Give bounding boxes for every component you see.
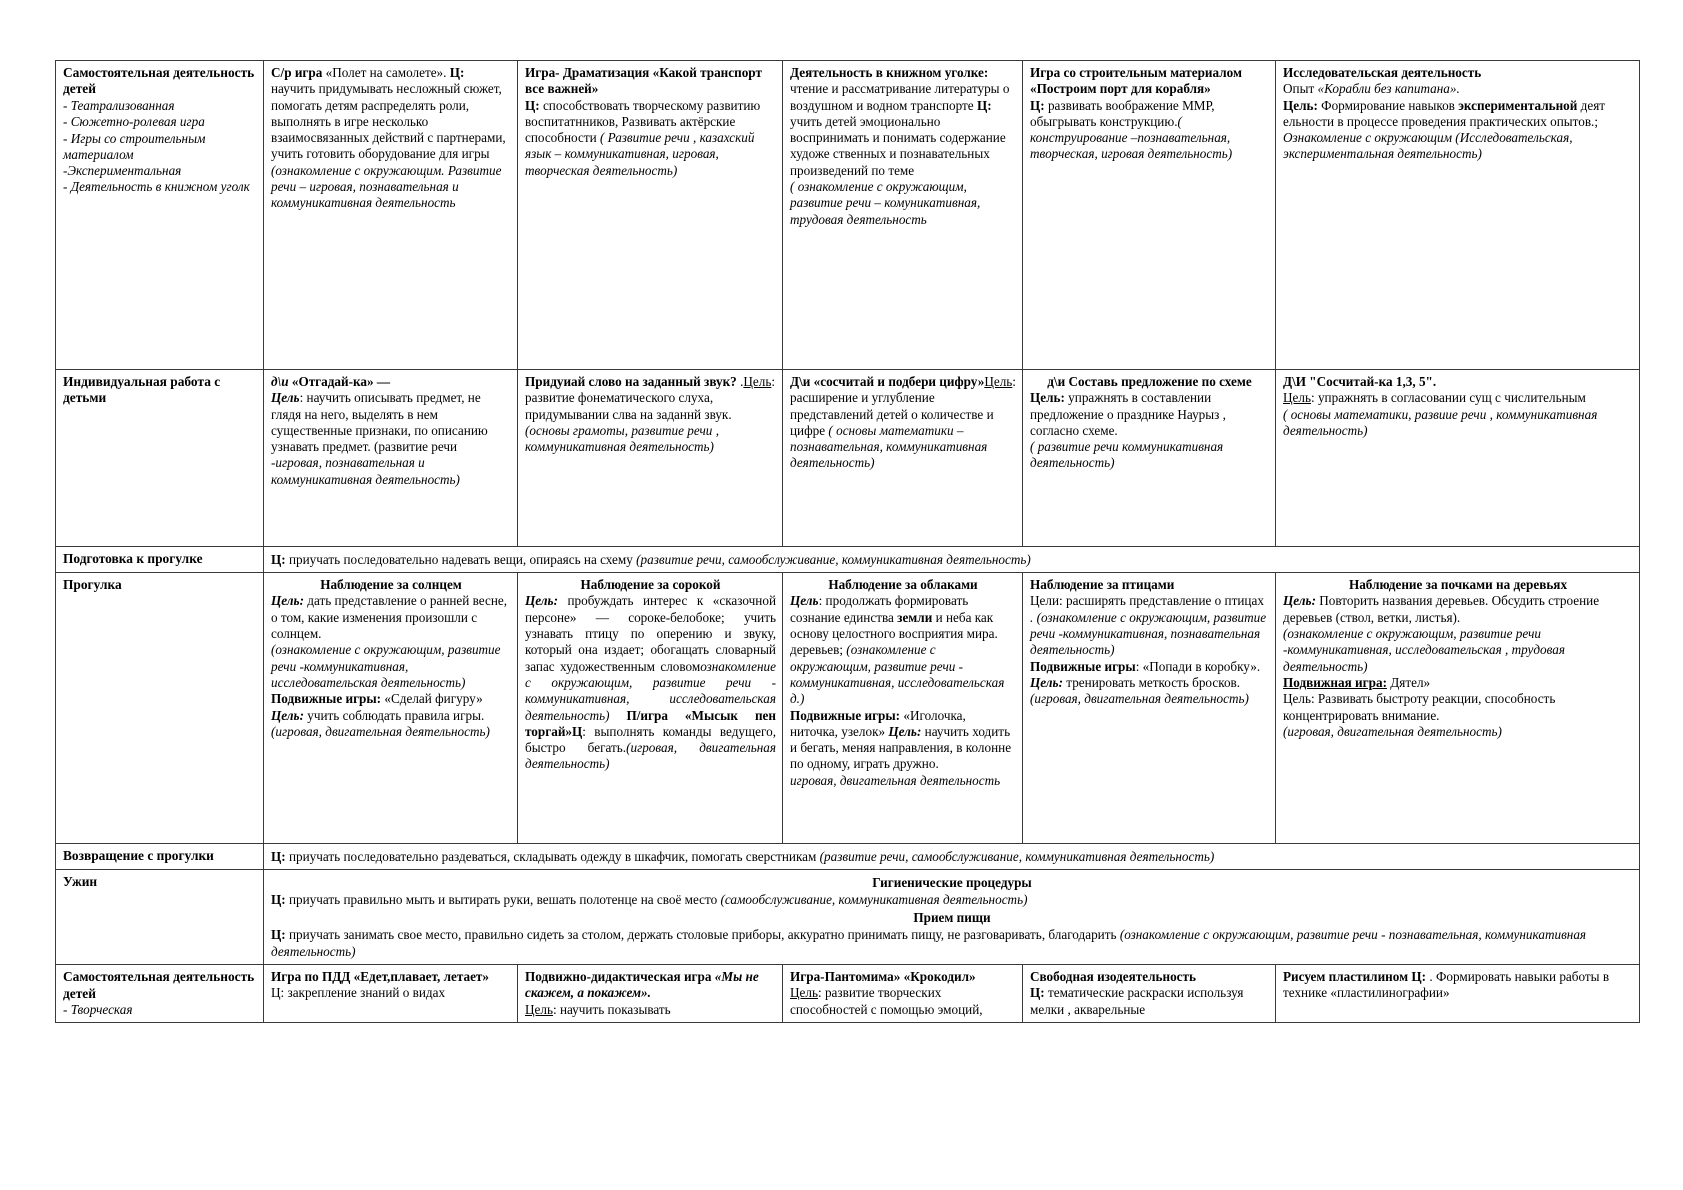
games-aim-label: Цель: xyxy=(1030,674,1063,690)
cell-didactic-movement-game xyxy=(518,965,783,1023)
aim-label: Ц: xyxy=(1030,97,1045,113)
cell-lead: чтение и рассматривание литературы о воздушном и водном транспорте xyxy=(790,81,1010,113)
row-header-title: Подготовка к прогулке xyxy=(63,551,203,566)
cell-lead-italic: «Корабли без капитана». xyxy=(1317,81,1460,97)
row-header-item: - Сюжетно-ролевая игра xyxy=(63,114,205,130)
cell-title-italic: д\и xyxy=(271,374,289,389)
cell-text: упражнять в составлении предложение о празднике Наурыз , согласно схеме. xyxy=(1030,390,1226,438)
games-aim-label: Цель: xyxy=(271,707,304,723)
row-header-title: Ужин xyxy=(63,874,98,890)
cell-count-and-match-game xyxy=(783,370,1023,547)
games-text: «Иголочка, ниточка, узелок» xyxy=(790,707,966,739)
cell-pre-aim: . xyxy=(736,374,744,389)
games-body: научить ходить и бегать, меняя направления, в колонне по одному, играть дружно. xyxy=(790,723,1012,772)
games-label: Подвижные игры: xyxy=(271,691,382,707)
cell-title: Наблюдение за сорокой xyxy=(580,577,721,593)
cell-text-emphasis: земли xyxy=(897,609,933,625)
cell-note: (ознакомление с окружающим, развитие речи -коммуникативная, исследовательская , трудовая деятельность) xyxy=(1283,626,1565,674)
cell-text: учить детей эмоционально воспринимать и понимать содержание художе ственных и познавательных произведений по теме xyxy=(790,113,1006,178)
cell-note: ( Развитие речи , казахский язык – коммуникативная, игровая, творческая деятельность) xyxy=(525,130,755,178)
games-note: (игровая, двигательная деятельность) xyxy=(525,740,776,772)
table-row-individual-work xyxy=(56,370,1640,547)
games-text: Дятел» xyxy=(1386,674,1431,690)
aim-label: Цель xyxy=(984,374,1013,389)
aim-label: Цель: xyxy=(525,593,558,609)
aim-label: Цель: xyxy=(1283,593,1316,609)
aim-label: Ц: xyxy=(976,97,992,113)
cell-note: ( ознакомление с окружающим, развитие речи – комуникативная, трудовая деятельность xyxy=(790,179,981,227)
table-row-walk-preparation xyxy=(56,547,1640,573)
cell-title: Исследовательская деятельность xyxy=(1283,65,1482,80)
cell-note: (ознакомление с окружающим, развитие речи -коммуникативная, исследовательская деятельность) xyxy=(271,642,501,690)
cell-text: : развитие фонематического слуха, придумывании слва на заданнй звук. xyxy=(525,374,776,422)
cell-text: Повторить названия деревьев. Обсудить строение деревьев (ствол, ветки, листья). xyxy=(1283,593,1600,625)
cell-counting-game xyxy=(1276,370,1640,547)
cell-text: : упражнять в согласовании сущ с числительным xyxy=(1310,390,1586,406)
cell-note-lead: (развитие речи - xyxy=(271,439,458,471)
cell-book-corner xyxy=(783,61,1023,370)
table-row-supper xyxy=(56,870,1640,965)
cell-note: . (ознакомление с окружающим, развитие речи -коммуникативная, познавательная деятельность) xyxy=(1030,609,1267,658)
cell-text: приучать правильно мыть и вытирать руки, вешать полотенце на своё место xyxy=(285,892,721,908)
row-header-walk-preparation xyxy=(56,547,264,573)
aim-label: Цель xyxy=(790,985,818,1001)
cell-text: . Формировать навыки работы в технике «пластилинографии» xyxy=(1283,969,1610,1001)
cell-note: (развитие речи, самообслуживание, коммуникативная деятельность) xyxy=(636,552,1031,567)
subtitle-hygiene: Гигиенические процедуры xyxy=(872,875,1032,891)
row-header-title: Прогулка xyxy=(63,577,122,593)
row-header-title: Возвращение с прогулки xyxy=(63,848,214,864)
cell-text: развивать воображение ММР, обыгрывать конструкцию. xyxy=(1030,97,1215,129)
cell-text: дать представление о ранней весне, о том, какие изменения произошли с солнцем. xyxy=(271,593,508,642)
games-label: Подвижные игры: xyxy=(790,707,901,723)
cell-text: и неба как основу целостного восприятия мира. xyxy=(790,609,998,642)
cell-text: приучать занимать свое место, правильно сидеть за столом, держать столовые приборы, аккуратно принимать пищу, не разговаривать, благодарить xyxy=(285,926,1120,942)
games-note: игровая, двигательная деятельность xyxy=(790,772,1001,788)
cell-title: Наблюдение за облаками xyxy=(828,577,978,593)
cell-text: приучать последовательно раздеваться, складывать одежду в шкафчик, помогать сверстникам xyxy=(285,849,820,865)
cell-note: ( основы математики – познавательная, коммуникативная деятельность) xyxy=(790,422,988,471)
cell-free-art-activity xyxy=(1023,965,1276,1023)
cell-note: ( развитие речи коммуникативная деятельность) xyxy=(1030,439,1224,471)
row-header-walk-return xyxy=(56,844,264,870)
games-body: Цель: Развивать быстроту реакции, способность концентрировать внимание. xyxy=(1283,691,1556,723)
aim-label: Цели: xyxy=(1030,593,1063,609)
cell-note: ( конструирование –познавательная, творческая, игровая деятельность) xyxy=(1030,113,1233,162)
cell-title: Д\и «сосчитай и подбери цифру» xyxy=(790,374,985,389)
cell-note: (основы грамоты, развитие речи , коммуникативная деятельность) xyxy=(525,422,719,455)
cell-note: (ознакомление с окружающим, развитие речи - познавательная, коммуникативная деятельность) xyxy=(271,926,1587,959)
cell-title: Наблюдение за солнцем xyxy=(320,577,462,593)
cell-title: д\и Составь предложение по схеме xyxy=(1047,374,1252,389)
cell-title: Свободная изодеятельность xyxy=(1030,969,1196,985)
cell-text-emphasis: экспериментальной xyxy=(1458,97,1578,113)
row-header-individual-work xyxy=(56,370,264,547)
games-label: Подвижная игра: xyxy=(1283,674,1387,690)
row-header-independent-activity xyxy=(56,61,264,370)
row-header-walk xyxy=(56,573,264,844)
cell-note: ознакомление с окружающим, развитие речи - коммуникативная, исследовательская деятельность) xyxy=(525,658,776,723)
cell-plasticine-drawing xyxy=(1276,965,1640,1023)
cell-sound-word-game xyxy=(518,370,783,547)
games-label: Подвижные игры xyxy=(1030,658,1136,674)
cell-observation-clouds xyxy=(783,573,1023,844)
games-aim-label: Ц xyxy=(572,723,583,739)
cell-title: Наблюдение за почками на деревьях xyxy=(1348,577,1568,593)
cell-text: : научить показывать xyxy=(552,1001,671,1017)
aim-label: Цель xyxy=(271,390,300,406)
cell-text: : закрепление знаний о видах xyxy=(280,985,446,1001)
cell-title: Деятельность в книжном уголке: xyxy=(790,65,989,80)
cell-note: (ознакомление с окружающим, развитие речи - коммуникативная, исследовательская д.) xyxy=(790,642,1005,707)
cell-note: Ознакомление с окружающим (Исследовательская, экспериментальная деятельность) xyxy=(1283,130,1573,162)
aim-label: Ц: xyxy=(271,926,286,942)
aim-label: Ц: xyxy=(271,552,286,567)
aim-label: Цель xyxy=(743,374,772,389)
cell-title: Игра со строительным материалом «Построим порт для корабля» xyxy=(1030,65,1242,97)
row-header-title: Самостоятельная деятельность детей xyxy=(63,65,255,97)
cell-text: приучать последовательно надевать вещи, опираясь на схему xyxy=(285,552,637,567)
row-header-supper xyxy=(56,870,264,965)
cell-text: расширять представление о птицах xyxy=(1062,593,1264,609)
games-label: П/игра «Мысык пен торгай» xyxy=(525,707,776,739)
games-text: : «Попади в коробку». xyxy=(1135,658,1261,674)
daily-plan-table xyxy=(55,60,1640,1023)
subtitle-meal: Прием пищи xyxy=(913,909,991,925)
cell-lead: Опыт xyxy=(1283,81,1318,97)
games-note: (игровая, двигательная деятельность) xyxy=(1030,691,1249,707)
cell-pantomime-game xyxy=(783,965,1023,1023)
row-header-item: -Экспериментальная xyxy=(63,163,182,179)
cell-observation-birds xyxy=(1023,573,1276,844)
cell-text: научить придумывать несложный сюжет, помогать детям распределять роли, выполнять в игре несколько взаимосвязанных действий с партнерами, учить готовить оборудование для игры xyxy=(271,81,506,162)
games-body: тренировать меткость бросков. xyxy=(1062,674,1241,690)
aim-label: Цель: xyxy=(1283,97,1318,113)
row-header-title: Самостоятельная деятельность детей xyxy=(63,969,255,1001)
cell-title: Игра по ПДД «Едет,плавает, летает» xyxy=(271,969,490,985)
aim-label: Ц: xyxy=(449,65,465,80)
games-body: учить соблюдать правила игры. xyxy=(303,707,485,723)
games-note: (игровая, двигательная деятельность) xyxy=(1283,723,1502,739)
row-header-item: - Творческая xyxy=(63,1002,133,1018)
aim-label: Ц: xyxy=(271,892,286,908)
cell-text: тематические раскраски используя мелки , акварельные xyxy=(1030,985,1244,1017)
cell-role-play-game xyxy=(264,61,518,370)
cell-title-bold: С/р игра xyxy=(271,65,323,80)
games-text: «Сделай фигуру» xyxy=(381,691,483,707)
cell-title: Рисуем пластилином Ц: xyxy=(1283,969,1427,985)
table-row-walk-return xyxy=(56,844,1640,870)
aim-label: Ц: xyxy=(525,97,540,113)
aim-label: Цель xyxy=(525,1001,553,1017)
table-row-walk xyxy=(56,573,1640,844)
cell-text: пробуждать интерес к «сказочной персоне» — сороке-белобоке; учить узнавать птицу по оперению и звуку, который она издает; обогащать словарный запас художественным словом xyxy=(525,593,776,674)
aim-label: Ц xyxy=(271,985,281,1001)
cell-sentence-scheme-game xyxy=(1023,370,1276,547)
cell-title-rest: «Отгадай-ка» — xyxy=(288,374,391,389)
cell-supper-text xyxy=(264,870,1640,965)
cell-title: Наблюдение за птицами xyxy=(1030,577,1175,593)
aim-label: Цель: xyxy=(1030,390,1065,406)
cell-text: : продолжать формировать сознание единства xyxy=(790,593,969,625)
row-header-independent-activity-creative xyxy=(56,965,264,1023)
cell-text: : развитие творческих способностей с помощью эмоций, xyxy=(790,985,983,1017)
cell-note: (ознакомление с окружающим. Развитие речи – игровая, познавательная и коммуникативная деятельность xyxy=(271,162,502,211)
aim-label: Ц: xyxy=(271,849,286,865)
aim-label: Цель xyxy=(1283,390,1311,406)
cell-title: Придуиай слово на заданный звук? xyxy=(525,374,737,389)
cell-text: способствовать творческому развитию воспитатнников, Развивать актёрские способности xyxy=(525,97,761,146)
cell-text: деят ельности в процессе проведения практических опытов.; xyxy=(1283,97,1606,129)
cell-note: игровая, познавательная и коммуникативная деятельность) xyxy=(271,455,460,487)
cell-text-trees: деревьев; xyxy=(790,642,843,658)
row-header-item: - Игры со строительным материалом xyxy=(63,130,206,162)
cell-note: (развитие речи, самообслуживание, коммуникативная деятельность) xyxy=(819,849,1215,865)
cell-walk-preparation-text xyxy=(264,547,1640,573)
cell-dramatization-game xyxy=(518,61,783,370)
cell-observation-magpie xyxy=(518,573,783,844)
cell-text: : научить описывать предмет, не глядя на него, выделять в нем существенные признаки, по описанию узнавать предмет. xyxy=(271,390,488,455)
games-body: : выполнять команды ведущего, быстро бегать. xyxy=(525,723,776,756)
cell-guess-game xyxy=(264,370,518,547)
table-row-independent-activity-creative xyxy=(56,965,1640,1023)
cell-title-italic: «Мы не скажем, а покажем». xyxy=(525,969,759,1001)
cell-note: ( основы математики, развиие речи , коммуникативная деятельность) xyxy=(1283,406,1598,438)
aim-label: Цель xyxy=(790,593,819,609)
row-header-item: - Театрализованная xyxy=(63,97,175,113)
cell-research-activity xyxy=(1276,61,1640,370)
row-header-item: - Деятельность в книжном уголк xyxy=(63,179,250,195)
games-aim-label: Цель: xyxy=(888,723,922,739)
cell-title: Игра-Пантомима» «Крокодил» xyxy=(790,969,976,985)
cell-title-rest: «Полет на самолете». xyxy=(322,65,450,80)
cell-note: (самообслуживание, коммуникативная деятельность) xyxy=(720,892,1028,908)
row-header-title: Индивидуальная работа с детьми xyxy=(63,374,221,406)
cell-text: Формирование навыков xyxy=(1317,97,1459,113)
cell-text: : расширение и углубление представлений детей о количестве и цифре xyxy=(790,374,1016,438)
cell-traffic-rules-game xyxy=(264,965,518,1023)
aim-label: Ц: xyxy=(1030,985,1045,1001)
table-row-independent-activity xyxy=(56,61,1640,370)
cell-title: Д\И "Сосчитай-ка 1,3, 5". xyxy=(1283,374,1437,389)
cell-title: Подвижно-дидактическая игра xyxy=(525,969,715,985)
cell-title: Игра- Драматизация «Какой транспорт все важней» xyxy=(525,65,762,97)
cell-building-material-game xyxy=(1023,61,1276,370)
cell-walk-return-text xyxy=(264,844,1640,870)
cell-observation-buds xyxy=(1276,573,1640,844)
aim-label: Цель: xyxy=(271,593,304,609)
games-note: (игровая, двигательная деятельность) xyxy=(271,723,490,739)
cell-observation-sun xyxy=(264,573,518,844)
